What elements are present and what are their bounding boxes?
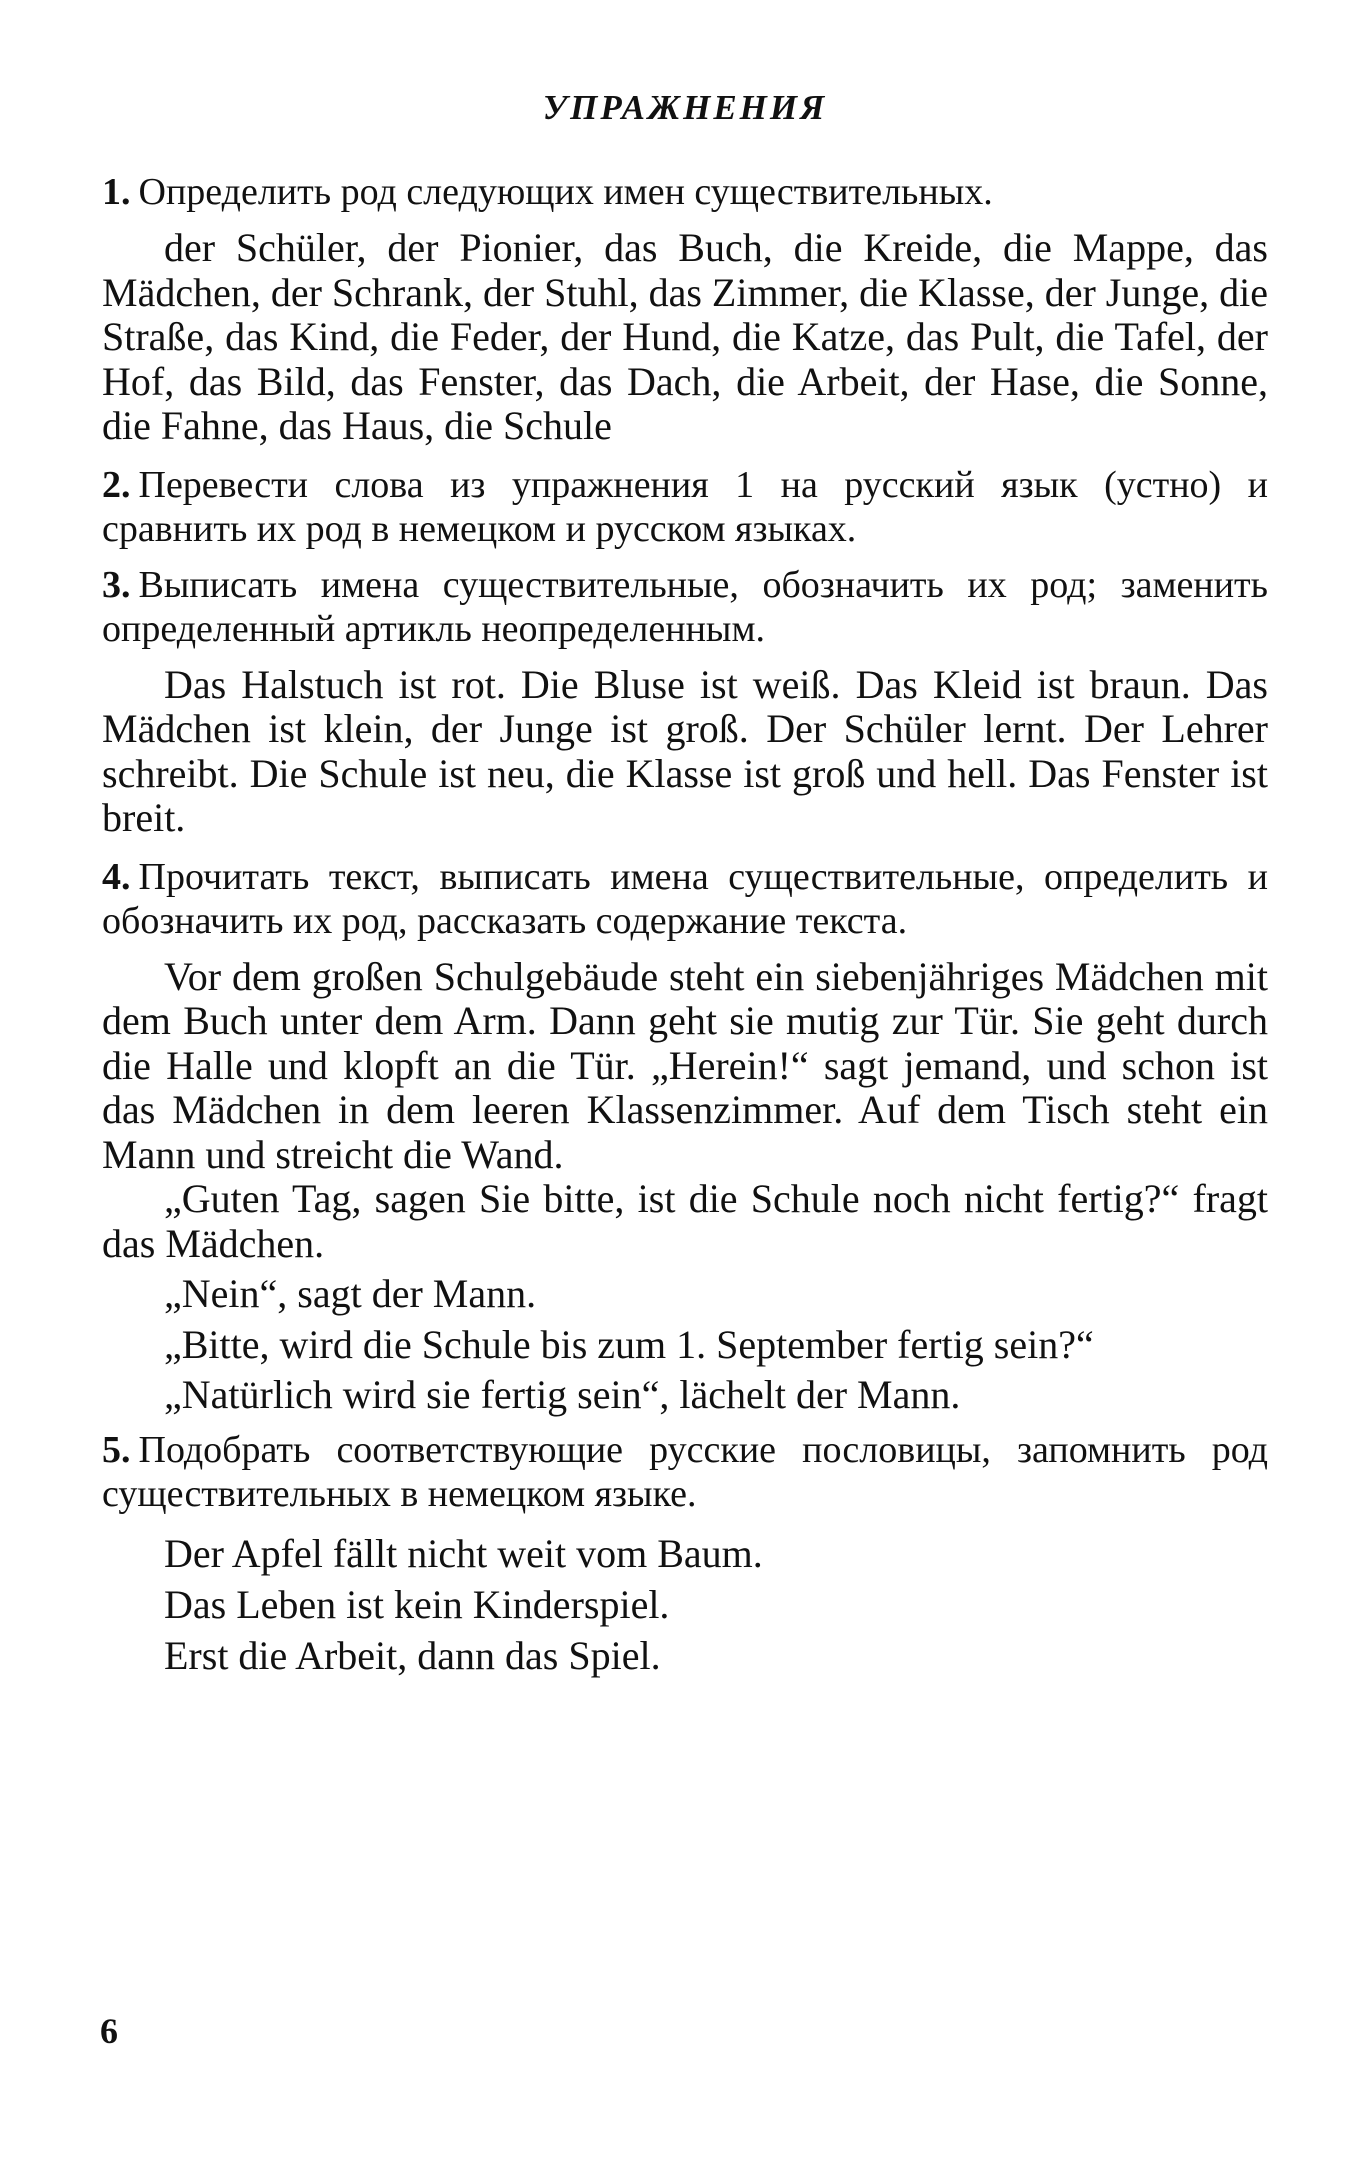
exercise-2 [102,463,1268,551]
page-number: 6 [100,2011,118,2051]
exercise-4-number: 4. [102,855,131,898]
dialog-line: „Nein“, sagt der Mann. [164,1271,537,1316]
exercise-3-text: Das Halstuch ist rot. Die Bluse ist weiß. Das Kleid ist braun. Das Mädchen ist klein, der Junge ist groß. Der Schüler lernt. Der Lehrer schreibt. Die Schule ist neu, die Klasse ist groß und hell. Das Fenster ist breit. [102,661,1268,840]
exercise-5-number: 5. [102,1428,131,1471]
exercise-3-number: 3. [102,563,131,606]
dialog-line: „Guten Tag, sagen Sie bitte, ist die Schule noch nicht fertig?“ fragt das Mädchen. [102,1176,1268,1266]
exercise-1-word-list: der Schüler, der Pionier, das Buch, die Kreide, die Mappe, das Mädchen, der Schrank, der Stuhl, das Zimmer, die Klasse, der Junge, die Straße, das Kind, die Feder, der Hund, die Katze, das Pult, die Tafel, der Hof, das Bild, das Fenster, das Dach, die Arbeit, der Hase, die Sonne, die Fahne, das Haus, die Schule [102,225,1268,448]
proverb: Das Leben ist kein Kinderspiel. [164,1581,670,1627]
exercise-4-text: Vor dem großen Schulgebäude steht ein siebenjähriges Mädchen mit dem Buch unter dem Arm. Dann geht sie mutig zur Tür. Sie geht durch die Halle und klopft an die Tür. „Herein!“ sagt jemand, und schon ist das Mädchen in dem leeren Klassenzimmer. Auf dem Tisch steht ein Mann und streicht die Wand. [102,953,1268,1177]
exercise-5-task-text: Подобрать соответствующие русские пословицы, запомнить род существительных в немецком языке. [102,1428,1268,1515]
dialog-line: „Bitte, wird die Schule bis zum 1. September fertig sein?“ [164,1321,1094,1367]
exercise-2-task [102,463,1268,551]
proverb: Erst die Arbeit, dann das Spiel. [164,1632,661,1678]
exercise-3 [102,563,1268,841]
proverb-list [102,1528,1268,1681]
section-heading: УПРАЖНЕНИЯ [542,88,828,127]
exercise-4-task [102,855,1268,943]
exercise-4 [102,855,1268,1418]
dialog-line: „Natürlich wird sie fertig sein“, lächelt der Mann. [164,1372,961,1417]
exercise-4-task-text: Прочитать текст, выписать имена существительные, определить и обозначить их род, рассказать содержание текста. [102,855,1268,942]
exercise-4-dialog [102,1177,1268,1418]
spacer [102,1418,1268,1428]
exercise-3-task [102,563,1268,651]
exercise-1-task-text: Определить род следующих имен существительных. [138,171,993,213]
exercise-5-task [102,1428,1268,1516]
exercise-1 [102,170,1268,449]
exercise-2-number: 2. [102,463,131,506]
exercise-1-task [102,170,1268,214]
exercise-1-number: 1. [102,171,131,213]
exercise-2-task-text: Перевести слова из упражнения 1 на русский язык (устно) и сравнить их род в немецком и русском языках. [102,463,1268,550]
proverb: Der Apfel fällt nicht weit vom Baum. [164,1530,763,1576]
exercise-3-task-text: Выписать имена существительные, обозначить их род; заменить определенный артикль неопределенным. [102,563,1268,650]
exercise-5 [102,1428,1268,1681]
